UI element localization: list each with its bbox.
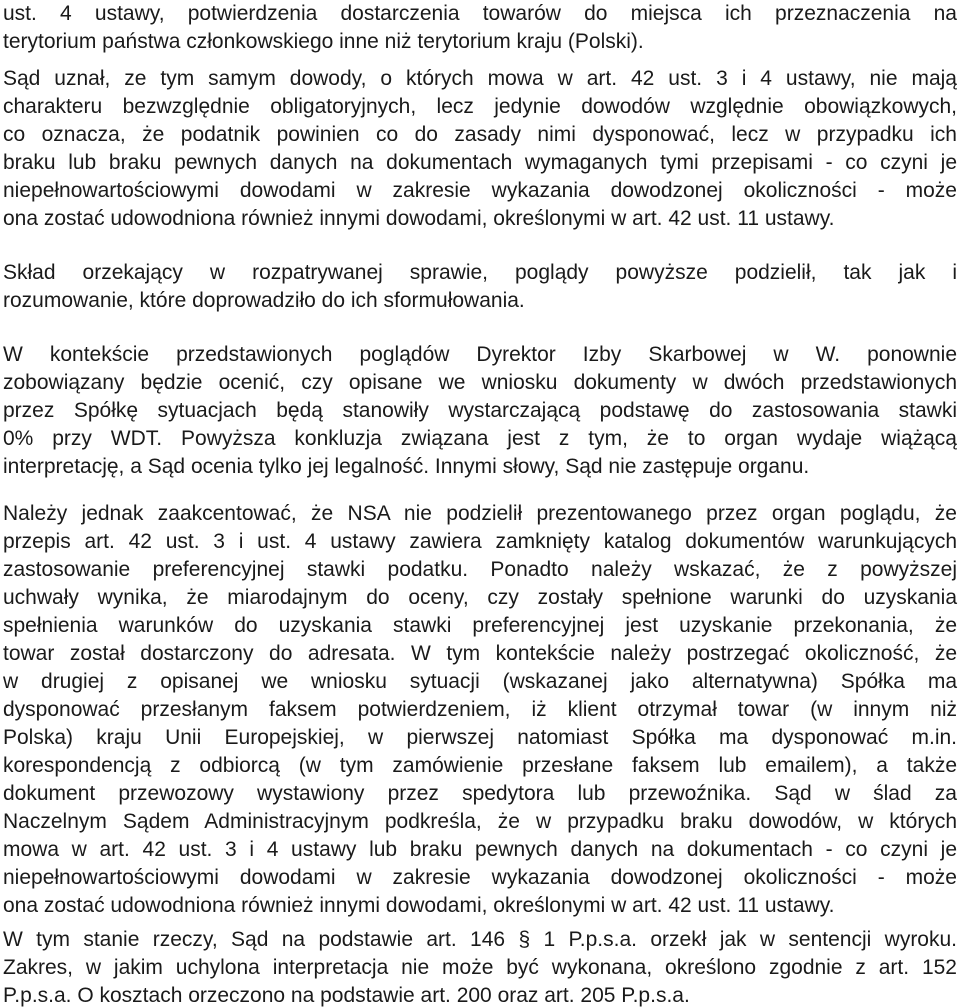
- text-line: Zakres, w jakim uchylona interpretacja nie może być wykonana, określono zgodnie z art. 152: [3, 956, 957, 979]
- text-line: uchwały wynika, że miarodajnym do oceny, czy zostały spełnione warunki do uzyskania: [3, 586, 957, 609]
- paragraph-3: [3, 259, 957, 315]
- paragraph-6: [3, 926, 957, 1008]
- text-line: Polska) kraju Unii Europejskiej, w pierwszej natomiast Spółka ma dysponować m.in.: [3, 726, 957, 749]
- text-line: w drugiej z opisanej we wniosku sytuacji (wskazanej jako alternatywna) Spółka ma: [3, 670, 957, 693]
- text-line: spełnienia warunków do uzyskania stawki preferencyjnej jest uzyskanie przekonania, że: [3, 614, 957, 637]
- text-line: przepis art. 42 ust. 3 i ust. 4 ustawy zawiera zamknięty katalog dokumentów warunkujących: [3, 530, 957, 553]
- text-line: W kontekście przedstawionych poglądów Dyrektor Izby Skarbowej w W. ponownie: [3, 343, 957, 366]
- text-line: towar został dostarczony do adresata. W tym kontekście należy postrzegać okoliczność, że: [3, 642, 957, 665]
- paragraph-2: [3, 65, 957, 233]
- text-line: Sąd uznał, ze tym samym dowody, o których mowa w art. 42 ust. 3 i 4 ustawy, nie mają: [3, 67, 957, 90]
- paragraph-5: [3, 500, 957, 920]
- text-line: niepełnowartościowymi dowodami w zakresie wykazania dowodzonej okoliczności - może: [3, 866, 957, 889]
- text-line: dokument przewozowy wystawiony przez spedytora lub przewoźnika. Sąd w ślad za: [3, 782, 957, 805]
- text-line: Należy jednak zaakcentować, że NSA nie podzielił prezentowanego przez organ poglądu, że: [3, 502, 957, 525]
- text-line: charakteru bezwzględnie obligatoryjnych, lecz jedynie dowodów względnie obowiązkowych,: [3, 95, 957, 118]
- text-line: W tym stanie rzeczy, Sąd na podstawie art. 146 § 1 P.p.s.a. orzekł jak w sentencji wyroku.: [3, 928, 957, 951]
- text-line: zobowiązany będzie ocenić, czy opisane we wniosku dokumenty w dwóch przedstawionych: [3, 371, 957, 394]
- text-line: korespondencją z odbiorcą (w tym zamówienie przesłane faksem lub emailem), a także: [3, 754, 957, 777]
- text-line: ust. 4 ustawy, potwierdzenia dostarczenia towarów do miejsca ich przeznaczenia na: [3, 2, 957, 25]
- text-line: Naczelnym Sądem Administracyjnym podkreśla, że w przypadku braku dowodów, w których: [3, 810, 957, 833]
- text-line: dysponować przesłanym faksem potwierdzeniem, iż klient otrzymał towar (w innym niż: [3, 698, 957, 721]
- text-line: Skład orzekający w rozpatrywanej sprawie, poglądy powyższe podzielił, tak jak i: [3, 261, 957, 284]
- text-line: mowa w art. 42 ust. 3 i 4 ustawy lub braku pewnych danych na dokumentach - co czyni je: [3, 838, 957, 861]
- paragraph-1: [3, 0, 957, 56]
- paragraph-4: [3, 341, 957, 481]
- text-line: 0% przy WDT. Powyższa konkluzja związana jest z tym, że to organ wydaje wiążącą: [3, 427, 957, 450]
- text-line: terytorium państwa członkowskiego inne niż terytorium kraju (Polski).: [3, 30, 644, 53]
- text-line: P.p.s.a. O kosztach orzeczono na podstawie art. 200 oraz art. 205 P.p.s.a.: [3, 984, 690, 1007]
- text-line: rozumowanie, które doprowadziło do ich sformułowania.: [3, 289, 525, 312]
- text-line: zastosowanie preferencyjnej stawki podatku. Ponadto należy wskazać, że z powyższej: [3, 558, 957, 581]
- text-line: ona zostać udowodniona również innymi dowodami, określonymi w art. 42 ust. 11 ustawy.: [3, 207, 835, 230]
- text-line: przez Spółkę sytuacjach będą stanowiły wystarczającą podstawę do zastosowania stawki: [3, 399, 957, 422]
- text-line: braku lub braku pewnych danych na dokumentach wymaganych tymi przepisami - co czyni je: [3, 151, 957, 174]
- text-line: co oznacza, że podatnik powinien co do zasady nimi dysponować, lecz w przypadku ich: [3, 123, 957, 146]
- text-line: ona zostać udowodniona również innymi dowodami, określonymi w art. 42 ust. 11 ustawy.: [3, 894, 835, 917]
- text-line: niepełnowartościowymi dowodami w zakresie wykazania dowodzonej okoliczności - może: [3, 179, 957, 202]
- text-line: interpretację, a Sąd ocenia tylko jej legalność. Innymi słowy, Sąd nie zastępuje organu.: [3, 455, 810, 478]
